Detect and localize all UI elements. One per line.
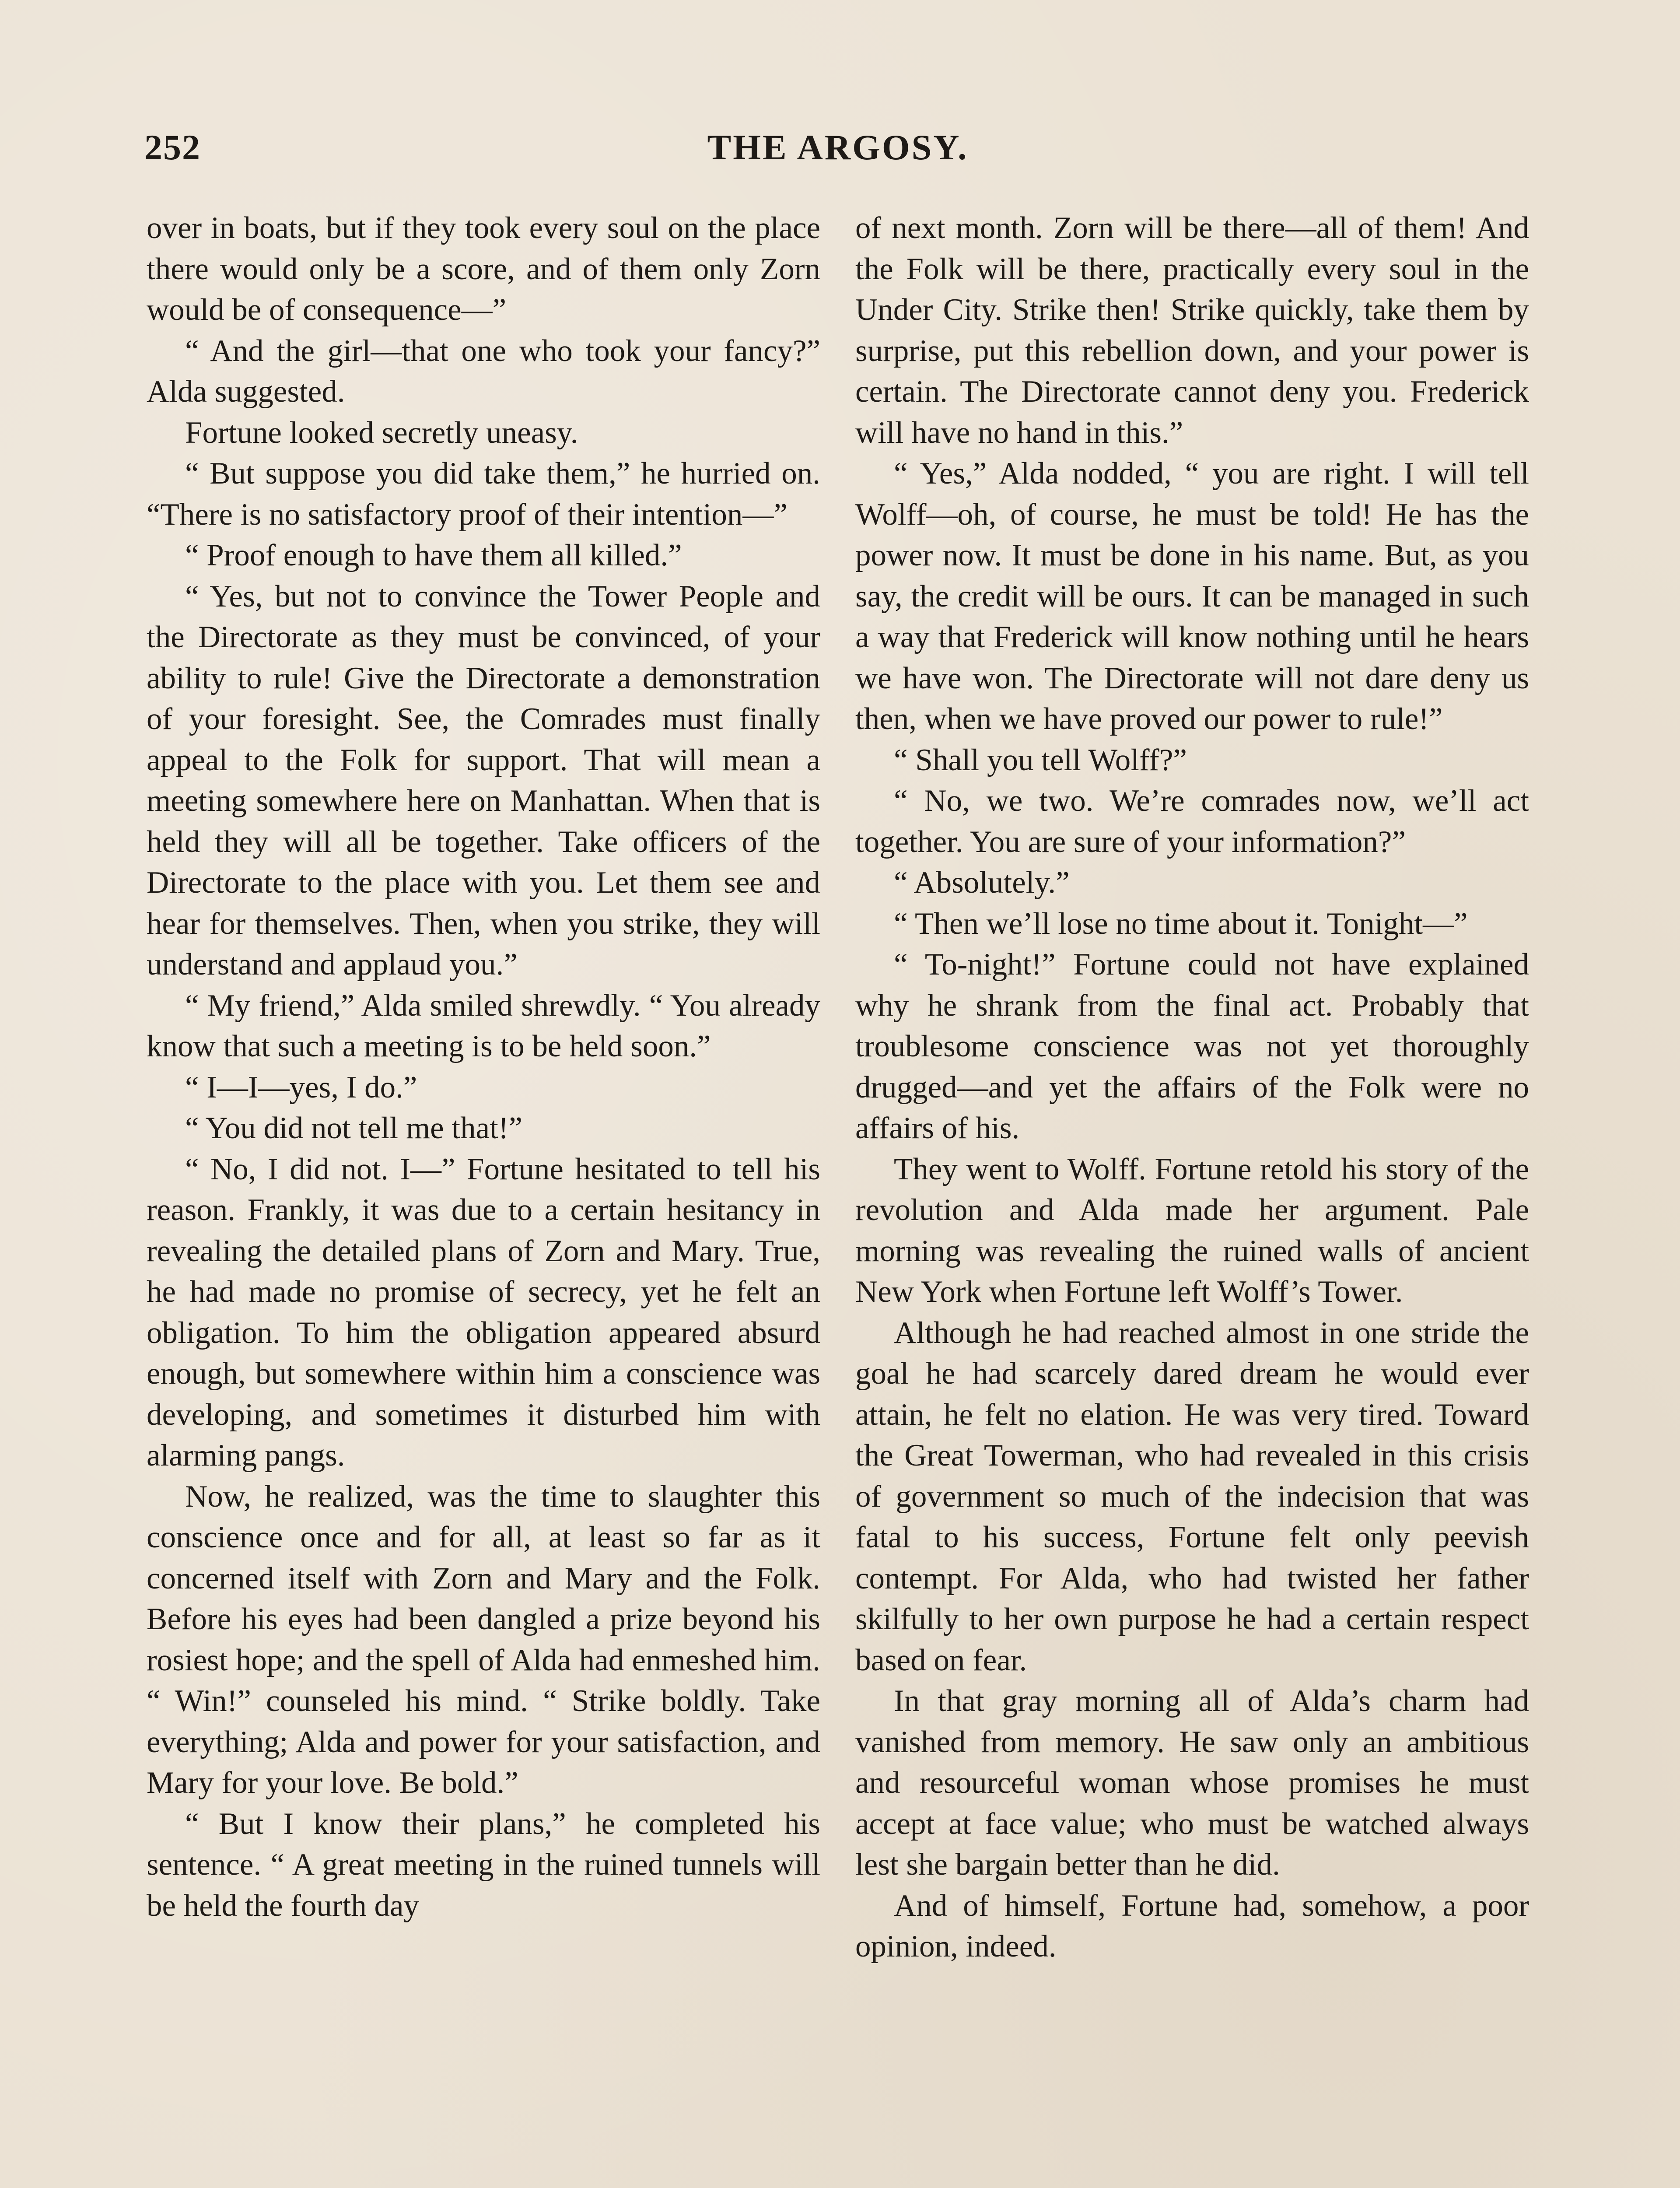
paragraph: “ You did not tell me that!” bbox=[185, 1111, 523, 1145]
paragraph: “ Absolutely.” bbox=[894, 866, 1070, 900]
paragraph: “ I—I—yes, I do.” bbox=[185, 1070, 417, 1105]
paragraph: “ My friend,” Alda smiled shrewdly. “ You already know that such a meeting is to be held soon.” bbox=[147, 988, 820, 1063]
paragraph: “ But I know their plans,” he completed his sentence. “ A great meeting in the ruined tunnels will be held the fourth day bbox=[147, 1806, 820, 1923]
paragraph: “ No, I did not. I—” Fortune hesitated to tell his reason. Frankly, it was due to a certain hesitancy in revealing the detailed plans of Zorn and Mary. True, he had made no promise of secrecy, yet he felt an obligation. To him the obligation appeared absurd enough, but somewhere within him a conscience was developing, and sometimes it disturbed him with alarming pangs. bbox=[147, 1152, 820, 1473]
paragraph: “ But suppose you did take them,” he hurried on. “There is no satisfactory proof of their intention—” bbox=[147, 456, 820, 532]
paragraph: In that gray morning all of Alda’s charm had vanished from memory. He saw only an ambitious and resourceful woman whose promises he must accept at face value; who must be watched always lest she bargain better than he did. bbox=[855, 1684, 1529, 1882]
paragraph: of next month. Zorn will be there—all of them! And the Folk will be there, practically every soul in the Under City. Strike then! Strike quickly, take them by surprise, put this rebellion down, and your power is certain. The Directorate cannot deny you. Frederick will have no hand in this.” bbox=[855, 211, 1529, 450]
right-column bbox=[855, 208, 1529, 1967]
page-header bbox=[144, 127, 1531, 175]
paragraph: Fortune looked secretly uneasy. bbox=[185, 415, 578, 450]
paragraph: “ Yes,” Alda nodded, “ you are right. I will tell Wolff—oh, of course, he must be told! He has the power now. It must be done in his name. But, as you say, the credit will be ours. It can be managed in such a way that Frederick will know nothing until he hears we have won. The Directorate will not dare deny us then, when we have proved our power to rule!” bbox=[855, 456, 1529, 736]
paragraph: Now, he realized, was the time to slaughter this conscience once and for all, at least so far as it concerned itself with Zorn and Mary and the Folk. Before his eyes had been dangled a prize beyond his rosiest hope; and the spell of Alda had enmeshed him. “ Win!” counseled his mind. “ Strike boldly. Take everything; Alda and power for your satisfaction, and Mary for your love. Be bold.” bbox=[147, 1479, 820, 1800]
paragraph: They went to Wolff. Fortune retold his story of the revolution and Alda made her argument. Pale morning was revealing the ruined walls of ancient New York when Fortune left Wolff’s Tower. bbox=[855, 1152, 1529, 1309]
paragraph: “ No, we two. We’re comrades now, we’ll act together. You are sure of your information?” bbox=[855, 784, 1529, 859]
paragraph: over in boats, but if they took every soul on the place there would only be a score, and of them only Zorn would be of consequence—” bbox=[147, 211, 820, 327]
paragraph: “ And the girl—that one who took your fancy?” Alda suggested. bbox=[147, 333, 820, 409]
paragraph: “ To-night!” Fortune could not have explained why he shrank from the final act. Probably that troublesome conscience was not yet thoroughly drugged—and yet the affairs of the Folk were no affairs of his. bbox=[855, 947, 1529, 1145]
left-column bbox=[147, 208, 820, 1926]
page-number: 252 bbox=[144, 127, 201, 167]
paragraph: And of himself, Fortune had, somehow, a poor opinion, indeed. bbox=[855, 1888, 1529, 1964]
paragraph: “ Yes, but not to convince the Tower People and the Directorate as they must be convinced, of your ability to rule! Give the Directorate a demonstration of your foresight. See, the Comrades must finally appeal to the Folk for support. That will mean a meeting somewhere here on Manhattan. When that is held they will all be together. Take officers of the Directorate to the place with you. Let them see and hear for themselves. Then, when you strike, they will understand and applaud you.” bbox=[147, 579, 820, 982]
paragraph: “ Shall you tell Wolff?” bbox=[894, 743, 1187, 777]
paragraph: Although he had reached almost in one stride the goal he had scarcely dared dream he would ever attain, he felt no elation. He was very tired. Toward the Great Towerman, who had revealed in this crisis of government so much of the indecision that was fatal to his success, Fortune felt only peevish contempt. For Alda, who had twisted her father skilfully to her own purpose he had a certain respect based on fear. bbox=[855, 1315, 1529, 1677]
running-title: THE ARGOSY. bbox=[707, 127, 969, 167]
paragraph: “ Proof enough to have them all killed.” bbox=[185, 538, 682, 572]
paragraph: “ Then we’ll lose no time about it. Tonight—” bbox=[894, 906, 1468, 941]
